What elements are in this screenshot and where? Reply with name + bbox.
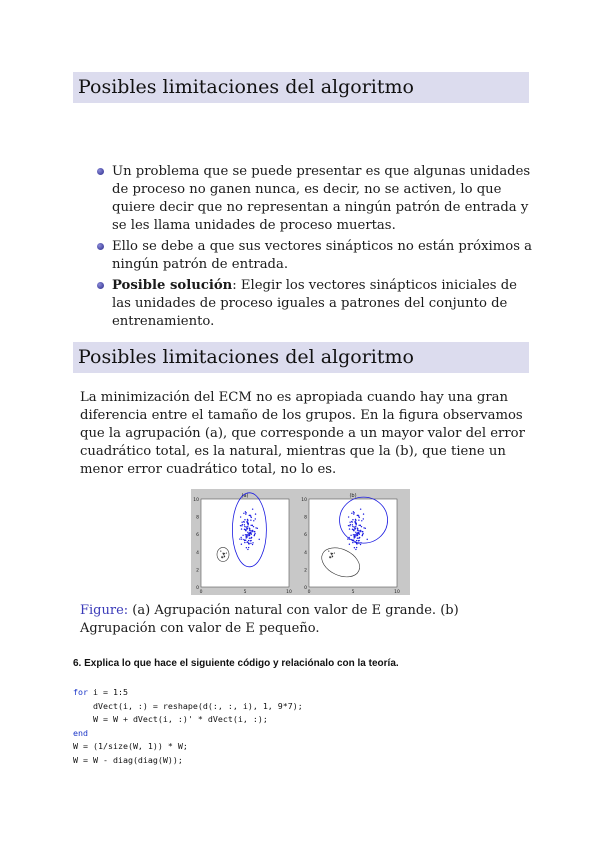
data-point — [255, 513, 256, 514]
data-point — [250, 538, 251, 539]
data-point — [255, 527, 256, 528]
data-point — [244, 542, 245, 543]
data-point — [247, 541, 248, 542]
data-point — [253, 526, 254, 527]
data-point — [363, 513, 364, 514]
data-point — [355, 520, 356, 521]
data-point — [252, 530, 253, 531]
data-point — [360, 508, 361, 509]
data-point — [353, 529, 354, 530]
bullet-dot-icon — [97, 168, 104, 175]
data-point — [246, 526, 247, 527]
data-point — [245, 513, 246, 514]
x-tick-label: 10 — [394, 590, 400, 595]
data-point — [349, 528, 350, 529]
y-tick-label: 6 — [196, 533, 199, 539]
data-point — [254, 535, 255, 536]
data-point — [248, 535, 249, 536]
data-point — [246, 521, 247, 522]
data-point — [331, 554, 332, 555]
data-point — [362, 533, 363, 534]
bullet-text: : Elegir los vectores sinápticos iniciales de las unidades de proceso iguales a patrones del conjunto de entrenamiento. — [112, 278, 517, 329]
data-point — [245, 536, 246, 537]
data-point — [358, 525, 359, 526]
data-point — [248, 540, 249, 541]
data-point — [242, 524, 243, 525]
data-point — [247, 532, 248, 533]
data-point — [250, 525, 251, 526]
bullet-text: Un problema que se puede presentar es que algunas unidades de proceso no ganen nunca, es decir, no se activen, lo que quiere decir que no representan a ningún patrón de entrada y se les llama unidades de proceso muertas. — [112, 164, 531, 233]
data-point — [352, 519, 353, 520]
code-line: W = W + dVect(i, :)' * dVect(i, :); — [73, 714, 268, 724]
data-point — [358, 520, 359, 521]
data-point — [351, 521, 352, 522]
data-point — [243, 513, 244, 514]
y-tick-label: 6 — [304, 533, 307, 539]
data-point — [241, 525, 242, 526]
data-point — [354, 547, 355, 548]
y-tick-label: 8 — [196, 515, 199, 521]
data-point — [356, 540, 357, 541]
data-point — [240, 525, 241, 526]
data-point — [241, 528, 242, 529]
data-point — [352, 542, 353, 543]
data-point — [352, 524, 353, 525]
data-point — [249, 528, 250, 529]
data-point — [259, 539, 260, 540]
data-point — [355, 534, 356, 535]
data-point — [254, 533, 255, 534]
data-point — [226, 552, 227, 553]
bullet-bold: Posible solución — [112, 278, 233, 293]
data-point — [240, 537, 241, 538]
data-point — [253, 520, 254, 521]
data-point — [349, 544, 350, 545]
data-point — [351, 513, 352, 514]
data-point — [244, 524, 245, 525]
y-tick-label: 8 — [304, 515, 307, 521]
data-point — [361, 520, 362, 521]
cluster-figure — [191, 489, 410, 595]
data-point — [252, 525, 253, 526]
data-point — [353, 513, 354, 514]
data-point — [358, 533, 359, 534]
data-point — [362, 531, 363, 532]
data-point — [353, 512, 354, 513]
data-point — [348, 516, 349, 517]
data-point — [224, 555, 225, 556]
data-point — [244, 540, 245, 541]
data-point — [362, 535, 363, 536]
data-point — [354, 526, 355, 527]
data-point — [355, 549, 356, 550]
data-point — [248, 542, 249, 543]
data-point — [330, 553, 331, 554]
data-point — [355, 532, 356, 533]
data-point — [241, 521, 242, 522]
data-point — [222, 553, 223, 554]
data-point — [353, 534, 354, 535]
data-point — [363, 527, 364, 528]
data-point — [220, 550, 221, 551]
bullet-text: Ello se debe a que sus vectores sinápticos no están próximos a ningún patrón de entrada. — [112, 239, 533, 272]
data-point — [334, 552, 335, 553]
data-point — [247, 523, 248, 524]
data-point — [247, 526, 248, 527]
y-tick-label: 4 — [196, 550, 199, 556]
data-point — [248, 547, 249, 548]
data-point — [239, 538, 240, 539]
data-point — [355, 526, 356, 527]
data-point — [245, 529, 246, 530]
data-point — [249, 538, 250, 539]
code-line: dVect(i, :) = reshape(d(:, :, i), 1, 9*7); — [73, 700, 303, 711]
data-point — [252, 544, 253, 545]
data-point — [352, 529, 353, 530]
code-block — [73, 686, 303, 767]
data-point — [245, 534, 246, 535]
data-point — [224, 553, 225, 554]
data-point — [252, 508, 253, 509]
data-point — [349, 521, 350, 522]
data-point — [254, 531, 255, 532]
data-point — [356, 535, 357, 536]
bullet-item — [97, 163, 537, 235]
code-line: i = 1:5 — [88, 687, 128, 697]
question-heading: 6. Explica lo que hace el siguiente código y relaciónalo con la teoría. — [73, 658, 399, 669]
y-tick-label: 4 — [304, 550, 307, 556]
data-point — [245, 512, 246, 513]
bullet-item — [97, 238, 537, 274]
data-point — [360, 525, 361, 526]
x-tick-label: 0 — [307, 590, 311, 595]
x-tick-label: 0 — [199, 590, 203, 595]
code-keyword: end — [73, 727, 88, 738]
data-point — [356, 533, 357, 534]
y-tick-label: 10 — [193, 498, 199, 503]
code-keyword: for — [73, 687, 88, 697]
data-point — [248, 533, 249, 534]
x-tick-label: 10 — [286, 590, 292, 595]
figure-caption — [80, 602, 525, 638]
data-point — [357, 538, 358, 539]
y-tick-label: 0 — [304, 586, 307, 591]
data-point — [347, 538, 348, 539]
data-point — [358, 538, 359, 539]
slide-title-2: Posibles limitaciones del algoritmo — [73, 342, 529, 373]
data-point — [357, 515, 358, 516]
data-point — [247, 549, 248, 550]
data-point — [250, 533, 251, 534]
slide-title-1: Posibles limitaciones del algoritmo — [73, 72, 529, 103]
caption-label: Figure: — [80, 603, 129, 618]
data-point — [252, 542, 253, 543]
data-point — [352, 526, 353, 527]
y-tick-label: 0 — [196, 586, 199, 591]
data-point — [359, 517, 360, 518]
data-point — [247, 524, 248, 525]
data-point — [350, 535, 351, 536]
data-point — [361, 526, 362, 527]
caption-text: (a) Agrupación natural con valor de E grande. (b) Agrupación con valor de E pequeño. — [80, 603, 459, 636]
data-point — [257, 528, 258, 529]
code-line: W = (1/size(W, 1)) * W; — [73, 741, 188, 751]
bullet-dot-icon — [97, 282, 104, 289]
data-point — [355, 524, 356, 525]
data-point — [360, 544, 361, 545]
data-point — [244, 519, 245, 520]
y-tick-label: 10 — [301, 498, 307, 503]
bullet-item — [97, 277, 537, 331]
data-point — [354, 528, 355, 529]
bullet-list — [97, 163, 537, 334]
data-point — [357, 529, 358, 530]
x-tick-label: 5 — [243, 590, 247, 595]
data-point — [356, 547, 357, 548]
data-point — [223, 554, 224, 555]
data-point — [247, 520, 248, 521]
bullet-dot-icon — [97, 243, 104, 250]
panel-label: (a) — [241, 493, 249, 499]
data-point — [332, 555, 333, 556]
x-tick-label: 5 — [351, 590, 355, 595]
data-point — [246, 528, 247, 529]
data-point — [358, 540, 359, 541]
data-point — [249, 529, 250, 530]
data-point — [348, 525, 349, 526]
body-paragraph: La minimización del ECM no es apropiada cuando hay una gran diferencia entre el tamaño de los grupos. En la figura observamos que la agrupación (a), que corresponde a un mayor valor del error cuadrático total, es la natural, mientras que la (b), que tiene un menor error cuadrático total, no lo es. — [80, 390, 525, 477]
data-point — [246, 547, 247, 548]
data-point — [241, 544, 242, 545]
data-point — [244, 529, 245, 530]
data-point — [363, 518, 364, 519]
data-point — [329, 556, 330, 557]
data-point — [240, 516, 241, 517]
data-point — [349, 525, 350, 526]
y-tick-label: 2 — [304, 568, 307, 574]
data-point — [328, 550, 329, 551]
panel-label: (b) — [349, 493, 357, 499]
data-point — [251, 517, 252, 518]
data-point — [332, 553, 333, 554]
code-line: W = W - diag(diag(W)); — [73, 754, 183, 765]
data-point — [221, 556, 222, 557]
data-point — [357, 528, 358, 529]
data-point — [353, 536, 354, 537]
data-point — [247, 534, 248, 535]
data-point — [355, 523, 356, 524]
data-point — [249, 515, 250, 516]
data-point — [243, 521, 244, 522]
data-point — [241, 538, 242, 539]
data-point — [250, 543, 251, 544]
data-point — [222, 557, 223, 558]
data-point — [330, 557, 331, 558]
data-point — [367, 539, 368, 540]
data-point — [365, 528, 366, 529]
data-point — [242, 535, 243, 536]
data-point — [244, 526, 245, 527]
data-point — [360, 530, 361, 531]
data-point — [255, 518, 256, 519]
data-point — [354, 521, 355, 522]
y-tick-label: 2 — [196, 568, 199, 574]
data-point — [350, 524, 351, 525]
data-point — [250, 540, 251, 541]
data-point — [250, 520, 251, 521]
cluster-figure-svg — [191, 489, 410, 595]
